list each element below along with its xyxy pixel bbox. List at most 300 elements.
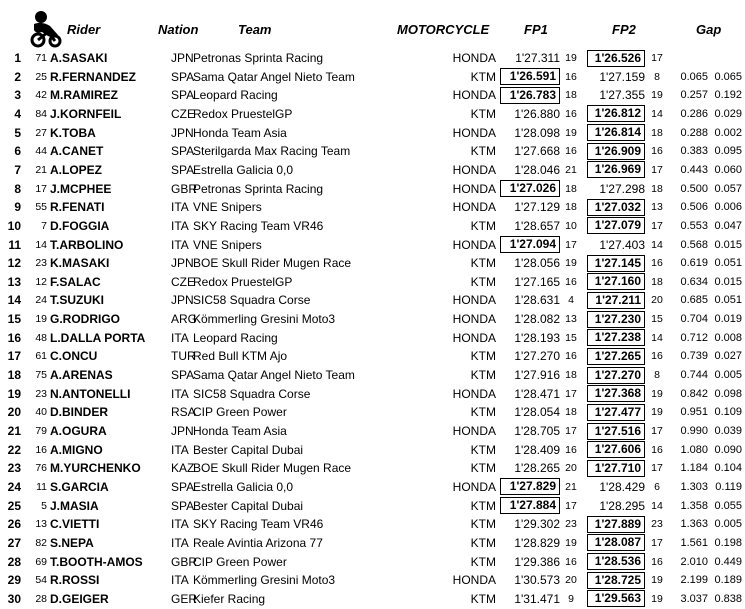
gap-to-previous: 0.015 bbox=[714, 275, 742, 288]
team-name: CIP Green Power bbox=[193, 405, 287, 420]
rider-name: R.FERNANDEZ bbox=[50, 69, 136, 84]
result-row bbox=[0, 105, 745, 123]
fp2-rank: 20 bbox=[651, 294, 663, 307]
motorcycle-make: KTM bbox=[470, 368, 496, 383]
gap-to-previous: 0.109 bbox=[714, 406, 742, 419]
gap-to-first: 0.951 bbox=[680, 406, 708, 419]
rider-name: S.GARCIA bbox=[50, 479, 109, 494]
fp1-rank: 9 bbox=[568, 592, 574, 605]
fp2-rank: 8 bbox=[654, 70, 660, 83]
rider-number: 7 bbox=[41, 219, 47, 232]
rider-name: S.NEPA bbox=[50, 535, 94, 550]
rider-name: N.ANTONELLI bbox=[50, 386, 131, 401]
fp2-time: 1'27.403 bbox=[599, 237, 645, 252]
fp2-rank: 13 bbox=[651, 201, 663, 214]
motorcycle-make: HONDA bbox=[452, 200, 496, 215]
fp1-rank: 17 bbox=[565, 499, 577, 512]
result-row bbox=[0, 124, 745, 142]
gap-to-previous: 0.198 bbox=[714, 536, 742, 549]
motorcycle-make: KTM bbox=[470, 517, 496, 532]
rider-name: J.MCPHEE bbox=[50, 181, 112, 196]
result-row bbox=[0, 515, 745, 533]
rank-cell: 23 bbox=[7, 461, 21, 476]
gap-to-first: 0.704 bbox=[680, 313, 708, 326]
fp2-rank: 14 bbox=[651, 238, 663, 251]
gap-to-first: 1.080 bbox=[680, 443, 708, 456]
fp2-time: 1'27.477 bbox=[587, 404, 645, 421]
result-row bbox=[0, 273, 745, 291]
gap-to-first: 1.358 bbox=[680, 499, 708, 512]
rider-name: A.CANET bbox=[50, 144, 104, 159]
gap-to-previous: 0.838 bbox=[714, 592, 742, 605]
result-row bbox=[0, 366, 745, 384]
team-name: VNE Snipers bbox=[193, 237, 262, 252]
fp1-rank: 4 bbox=[568, 294, 574, 307]
rider-number: 42 bbox=[35, 89, 47, 102]
gap-to-previous: 0.005 bbox=[714, 369, 742, 382]
rider-name: D.BINDER bbox=[50, 405, 109, 420]
rider-name: M.YURCHENKO bbox=[50, 461, 141, 476]
rider-name: T.SUZUKI bbox=[50, 293, 104, 308]
fp2-time: 1'27.211 bbox=[587, 292, 645, 309]
nation-code: SPA bbox=[171, 162, 195, 177]
gap-to-first: 0.065 bbox=[680, 70, 708, 83]
fp1-time: 1'28.098 bbox=[514, 125, 560, 140]
fp2-time: 1'28.429 bbox=[599, 479, 645, 494]
nation-code: JPN bbox=[171, 424, 194, 438]
fp2-time: 1'28.087 bbox=[587, 534, 645, 551]
result-row bbox=[0, 459, 745, 477]
result-row bbox=[0, 422, 745, 440]
fp1-rank: 18 bbox=[565, 369, 577, 382]
fp2-time: 1'27.145 bbox=[587, 255, 645, 272]
fp1-time: 1'28.082 bbox=[514, 312, 560, 327]
fp2-time: 1'28.295 bbox=[599, 498, 645, 513]
gap-to-first: 0.500 bbox=[680, 182, 708, 195]
fp1-time: 1'27.026 bbox=[500, 180, 560, 197]
motorcycle-make: HONDA bbox=[452, 293, 496, 308]
fp2-time: 1'27.032 bbox=[587, 199, 645, 216]
rider-name: T.BOOTH-AMOS bbox=[50, 554, 143, 569]
rank-cell: 21 bbox=[7, 424, 21, 438]
fp1-rank: 16 bbox=[565, 107, 577, 120]
fp1-time: 1'28.056 bbox=[514, 256, 560, 271]
rider-name: A.SASAKI bbox=[50, 51, 108, 65]
nation-code: CZE bbox=[171, 274, 195, 289]
gap-to-first: 2.010 bbox=[680, 555, 708, 568]
fp1-rank: 19 bbox=[565, 257, 577, 270]
gap-to-first: 0.286 bbox=[680, 107, 708, 120]
fp2-time: 1'28.725 bbox=[587, 572, 645, 589]
motorcycle-make: HONDA bbox=[452, 573, 496, 588]
gap-to-previous: 0.090 bbox=[714, 443, 742, 456]
team-name: Kiefer Racing bbox=[193, 591, 266, 606]
nation-code: JPN bbox=[171, 256, 194, 271]
rider-name: D.GEIGER bbox=[50, 591, 109, 606]
rider-name: J.MASIA bbox=[50, 498, 99, 513]
nation-code: SPA bbox=[171, 498, 195, 513]
rank-cell: 11 bbox=[8, 237, 21, 252]
gap-to-previous: 0.005 bbox=[714, 518, 742, 531]
motorcycle-make: KTM bbox=[470, 218, 496, 233]
rank-cell: 15 bbox=[7, 312, 21, 327]
gap-to-previous: 0.008 bbox=[714, 331, 742, 344]
rank-cell: 7 bbox=[14, 162, 21, 177]
fp2-rank: 16 bbox=[651, 443, 663, 456]
result-row bbox=[0, 310, 745, 328]
rank-cell: 25 bbox=[7, 498, 21, 513]
fp2-rank: 8 bbox=[654, 369, 660, 382]
fp1-time: 1'28.829 bbox=[514, 535, 560, 550]
rider-name: D.FOGGIA bbox=[50, 218, 110, 233]
nation-code: GBR bbox=[171, 181, 198, 196]
fp2-rank: 15 bbox=[651, 313, 663, 326]
fp2-time: 1'27.516 bbox=[587, 423, 645, 440]
nation-code: SPA bbox=[171, 368, 195, 383]
motorcycle-make: KTM bbox=[470, 274, 496, 289]
rank-cell: 29 bbox=[7, 573, 21, 588]
fp2-rank: 14 bbox=[651, 331, 663, 344]
fp2-time: 1'27.355 bbox=[599, 88, 645, 103]
rider-number: 19 bbox=[35, 313, 47, 326]
rider-name: A.LOPEZ bbox=[50, 162, 103, 177]
rider-name: J.KORNFEIL bbox=[50, 106, 122, 121]
rider-name: K.MASAKI bbox=[50, 256, 110, 271]
fp1-time: 1'27.270 bbox=[514, 349, 560, 364]
fp1-time: 1'27.829 bbox=[500, 478, 560, 495]
fp2-rank: 17 bbox=[651, 536, 663, 549]
gap-to-previous: 0.065 bbox=[714, 70, 742, 83]
gap-to-previous: 0.002 bbox=[714, 126, 742, 139]
fp2-time: 1'26.812 bbox=[587, 105, 645, 122]
rank-cell: 27 bbox=[7, 535, 21, 550]
nation-code: SPA bbox=[171, 69, 195, 84]
team-name: Sama Qatar Angel Nieto Team bbox=[193, 368, 355, 383]
fp2-rank: 14 bbox=[651, 499, 663, 512]
motorcycle-rider-logo-icon bbox=[28, 8, 62, 48]
rider-name: G.RODRIGO bbox=[50, 312, 121, 327]
team-name: Kömmerling Gresini Moto3 bbox=[193, 573, 336, 588]
fp2-rank: 18 bbox=[651, 182, 663, 195]
result-row bbox=[0, 553, 745, 571]
motorcycle-make: KTM bbox=[470, 69, 496, 84]
result-row bbox=[0, 49, 745, 67]
team-name: Honda Team Asia bbox=[193, 424, 287, 438]
header-fp2: FP2 bbox=[612, 22, 636, 37]
nation-code: JPN bbox=[171, 293, 194, 308]
rank-cell: 5 bbox=[14, 125, 21, 140]
fp1-rank: 16 bbox=[565, 443, 577, 456]
fp1-time: 1'28.265 bbox=[514, 461, 560, 476]
fp2-time: 1'27.710 bbox=[587, 460, 645, 477]
rank-cell: 2 bbox=[14, 69, 21, 84]
gap-to-previous: 0.192 bbox=[714, 89, 742, 102]
result-row bbox=[0, 217, 745, 235]
gap-to-first: 0.383 bbox=[680, 145, 708, 158]
rider-number: 23 bbox=[35, 387, 47, 400]
fp1-rank: 18 bbox=[565, 201, 577, 214]
header-team: Team bbox=[238, 22, 272, 37]
rider-name: C.VIETTI bbox=[50, 517, 100, 532]
rider-number: 75 bbox=[35, 369, 47, 382]
rank-cell: 6 bbox=[14, 144, 21, 159]
fp1-rank: 10 bbox=[565, 219, 577, 232]
rider-name: C.ONCU bbox=[50, 349, 98, 364]
gap-to-previous: 0.189 bbox=[714, 574, 742, 587]
rider-number: 84 bbox=[35, 107, 47, 120]
result-row bbox=[0, 236, 745, 254]
gap-to-first: 0.619 bbox=[680, 257, 708, 270]
fp1-time: 1'27.916 bbox=[514, 368, 560, 383]
gap-to-first: 0.443 bbox=[680, 163, 708, 176]
fp1-rank: 15 bbox=[565, 331, 577, 344]
fp2-time: 1'29.563 bbox=[587, 590, 645, 607]
motorcycle-make: HONDA bbox=[452, 479, 496, 494]
rider-number: 82 bbox=[35, 536, 47, 549]
nation-code: CZE bbox=[171, 106, 195, 121]
fp1-rank: 17 bbox=[565, 238, 577, 251]
motorcycle-make: KTM bbox=[470, 461, 496, 476]
gap-to-first: 1.561 bbox=[680, 536, 708, 549]
rider-number: 5 bbox=[41, 499, 47, 512]
gap-to-first: 0.739 bbox=[680, 350, 708, 363]
motorcycle-make: HONDA bbox=[452, 424, 496, 438]
team-name: Red Bull KTM Ajo bbox=[193, 349, 288, 364]
fp2-rank: 23 bbox=[651, 518, 663, 531]
fp1-time: 1'26.783 bbox=[500, 87, 560, 104]
rider-number: 61 bbox=[35, 350, 47, 363]
team-name: Honda Team Asia bbox=[193, 125, 287, 140]
result-row bbox=[0, 291, 745, 309]
fp2-time: 1'27.270 bbox=[587, 367, 645, 384]
team-name: CIP Green Power bbox=[193, 554, 287, 569]
fp2-time: 1'26.814 bbox=[587, 124, 645, 141]
nation-code: GER bbox=[171, 591, 198, 606]
rank-cell: 22 bbox=[7, 442, 21, 457]
rider-number: 76 bbox=[35, 462, 47, 475]
gap-to-first: 1.303 bbox=[680, 480, 708, 493]
result-row bbox=[0, 497, 745, 515]
nation-code: SPA bbox=[171, 88, 195, 103]
rider-number: 48 bbox=[35, 331, 47, 344]
result-row bbox=[0, 68, 745, 86]
rank-cell: 13 bbox=[7, 274, 21, 289]
fp1-rank: 13 bbox=[565, 313, 577, 326]
fp2-rank: 18 bbox=[651, 126, 663, 139]
rider-name: K.TOBA bbox=[50, 125, 96, 140]
rank-cell: 4 bbox=[14, 106, 21, 121]
gap-to-first: 3.037 bbox=[680, 592, 708, 605]
rank-cell: 26 bbox=[7, 517, 21, 532]
fp1-rank: 17 bbox=[565, 425, 577, 437]
header-motorcycle: MOTORCYCLE bbox=[397, 22, 490, 37]
result-row bbox=[0, 571, 745, 589]
fp2-rank: 17 bbox=[651, 219, 663, 232]
rider-number: 71 bbox=[35, 52, 47, 64]
team-name: Leopard Racing bbox=[193, 88, 278, 103]
nation-code: SPA bbox=[171, 144, 195, 159]
fp2-rank: 18 bbox=[651, 275, 663, 288]
gap-to-first: 0.568 bbox=[680, 238, 708, 251]
fp2-rank: 19 bbox=[651, 574, 663, 587]
rider-number: 55 bbox=[35, 201, 47, 214]
fp1-rank: 18 bbox=[565, 182, 577, 195]
team-name: Reale Avintia Arizona 77 bbox=[193, 535, 323, 550]
fp2-rank: 17 bbox=[651, 462, 663, 475]
motorcycle-make: HONDA bbox=[452, 88, 496, 103]
gap-to-first: 0.842 bbox=[680, 387, 708, 400]
gap-to-previous: 0.098 bbox=[714, 387, 742, 400]
nation-code: JPN bbox=[171, 51, 194, 65]
fp1-rank: 18 bbox=[565, 406, 577, 419]
fp1-rank: 17 bbox=[565, 387, 577, 400]
rank-cell: 9 bbox=[14, 200, 21, 215]
fp1-time: 1'29.386 bbox=[514, 554, 560, 569]
rank-cell: 8 bbox=[14, 181, 21, 196]
nation-code: ITA bbox=[171, 442, 189, 457]
fp2-time: 1'27.368 bbox=[587, 385, 645, 402]
fp1-rank: 19 bbox=[565, 126, 577, 139]
rider-number: 23 bbox=[35, 257, 47, 270]
gap-to-first: 2.199 bbox=[680, 574, 708, 587]
motorcycle-make: HONDA bbox=[452, 330, 496, 345]
gap-to-previous: 0.047 bbox=[714, 219, 742, 232]
nation-code: ITA bbox=[171, 386, 189, 401]
team-name: BOE Skull Rider Mugen Race bbox=[193, 461, 352, 476]
gap-to-previous: 0.019 bbox=[714, 313, 742, 326]
result-row bbox=[0, 254, 745, 272]
gap-to-first: 0.990 bbox=[680, 425, 708, 437]
rank-cell: 14 bbox=[7, 293, 21, 308]
result-row bbox=[0, 329, 745, 347]
nation-code: GBR bbox=[171, 554, 198, 569]
fp1-time: 1'27.884 bbox=[500, 497, 560, 514]
fp2-rank: 17 bbox=[651, 425, 663, 437]
gap-to-previous: 0.449 bbox=[714, 555, 742, 568]
team-name: Redox PruestelGP bbox=[193, 274, 293, 289]
fp2-time: 1'27.079 bbox=[587, 217, 645, 234]
nation-code: RSA bbox=[171, 405, 196, 420]
fp2-time: 1'26.526 bbox=[587, 50, 645, 67]
fp1-rank: 16 bbox=[565, 350, 577, 363]
fp1-rank: 20 bbox=[565, 574, 577, 587]
gap-to-previous: 0.051 bbox=[714, 257, 742, 270]
header-nation: Nation bbox=[158, 22, 199, 37]
motorcycle-make: HONDA bbox=[452, 237, 496, 252]
fp2-time: 1'27.159 bbox=[599, 69, 645, 84]
rider-number: 28 bbox=[35, 592, 47, 605]
rider-number: 12 bbox=[35, 275, 47, 288]
result-row bbox=[0, 385, 745, 403]
rider-number: 40 bbox=[35, 406, 47, 419]
rank-cell: 30 bbox=[7, 591, 21, 606]
fp1-time: 1'30.573 bbox=[514, 573, 560, 588]
fp1-time: 1'27.129 bbox=[514, 200, 560, 215]
rider-name: A.ARENAS bbox=[50, 368, 113, 383]
rider-name: L.DALLA PORTA bbox=[50, 330, 146, 345]
nation-code: TUR bbox=[171, 349, 196, 364]
gap-to-first: 0.288 bbox=[680, 126, 708, 139]
result-row bbox=[0, 403, 745, 421]
nation-code: ITA bbox=[171, 573, 189, 588]
rider-number: 54 bbox=[35, 574, 47, 587]
motorcycle-make: KTM bbox=[470, 554, 496, 569]
nation-code: ITA bbox=[171, 330, 189, 345]
team-name: Redox PruestelGP bbox=[193, 106, 293, 121]
team-name: Sterilgarda Max Racing Team bbox=[193, 144, 351, 159]
gap-to-first: 0.744 bbox=[680, 369, 708, 382]
fp1-rank: 23 bbox=[565, 518, 577, 531]
result-row bbox=[0, 590, 745, 608]
team-name: Petronas Sprinta Racing bbox=[193, 181, 324, 196]
motorcycle-make: KTM bbox=[470, 349, 496, 364]
fp1-time: 1'29.302 bbox=[514, 517, 560, 532]
rank-cell: 19 bbox=[7, 386, 21, 401]
fp1-time: 1'31.471 bbox=[514, 591, 560, 606]
nation-code: ITA bbox=[171, 237, 189, 252]
fp1-rank: 19 bbox=[565, 536, 577, 549]
gap-to-first: 1.184 bbox=[680, 462, 708, 475]
gap-to-previous: 0.051 bbox=[714, 294, 742, 307]
motorcycle-make: HONDA bbox=[452, 51, 496, 65]
rider-name: A.OGURA bbox=[50, 424, 107, 438]
motorcycle-make: KTM bbox=[470, 535, 496, 550]
rider-number: 69 bbox=[35, 555, 47, 568]
fp2-time: 1'26.969 bbox=[587, 161, 645, 178]
gap-to-first: 1.363 bbox=[680, 518, 708, 531]
result-row bbox=[0, 86, 745, 104]
rank-cell: 12 bbox=[7, 256, 21, 271]
rider-number: 44 bbox=[35, 145, 47, 158]
result-row bbox=[0, 478, 745, 496]
motorcycle-make: KTM bbox=[470, 405, 496, 420]
fp1-rank: 16 bbox=[565, 70, 577, 83]
rider-number: 14 bbox=[35, 238, 47, 251]
rank-cell: 3 bbox=[14, 88, 21, 103]
gap-to-previous: 0.055 bbox=[714, 499, 742, 512]
motorcycle-make: KTM bbox=[470, 591, 496, 606]
team-name: Bester Capital Dubai bbox=[193, 498, 304, 513]
motorcycle-make: KTM bbox=[470, 498, 496, 513]
team-name: BOE Skull Rider Mugen Race bbox=[193, 256, 352, 271]
gap-to-previous: 0.104 bbox=[714, 462, 742, 475]
rider-number: 13 bbox=[35, 518, 47, 531]
rider-name: M.RAMIREZ bbox=[50, 88, 118, 103]
gap-to-first: 0.712 bbox=[680, 331, 708, 344]
team-name: Bester Capital Dubai bbox=[193, 442, 304, 457]
fp1-time: 1'28.054 bbox=[514, 405, 560, 420]
rider-number: 79 bbox=[35, 425, 47, 437]
rank-cell: 28 bbox=[7, 554, 21, 569]
rider-name: R.FENATI bbox=[50, 200, 105, 215]
fp2-rank: 16 bbox=[651, 350, 663, 363]
fp1-time: 1'28.409 bbox=[514, 442, 560, 457]
team-name: Sama Qatar Angel Nieto Team bbox=[193, 69, 355, 84]
motorcycle-make: HONDA bbox=[452, 386, 496, 401]
team-name: Petronas Sprinta Racing bbox=[193, 51, 324, 65]
gap-to-previous: 0.027 bbox=[714, 350, 742, 363]
rank-cell: 20 bbox=[7, 405, 21, 420]
motorcycle-make: HONDA bbox=[452, 181, 496, 196]
fp1-rank: 21 bbox=[565, 163, 577, 176]
fp2-time: 1'26.909 bbox=[587, 143, 645, 160]
gap-to-previous: 0.039 bbox=[714, 425, 742, 437]
gap-to-first: 0.685 bbox=[680, 294, 708, 307]
fp1-time: 1'27.668 bbox=[514, 144, 560, 159]
fp2-rank: 14 bbox=[651, 107, 663, 120]
rider-number: 21 bbox=[35, 163, 47, 176]
header-fp1: FP1 bbox=[524, 22, 548, 37]
